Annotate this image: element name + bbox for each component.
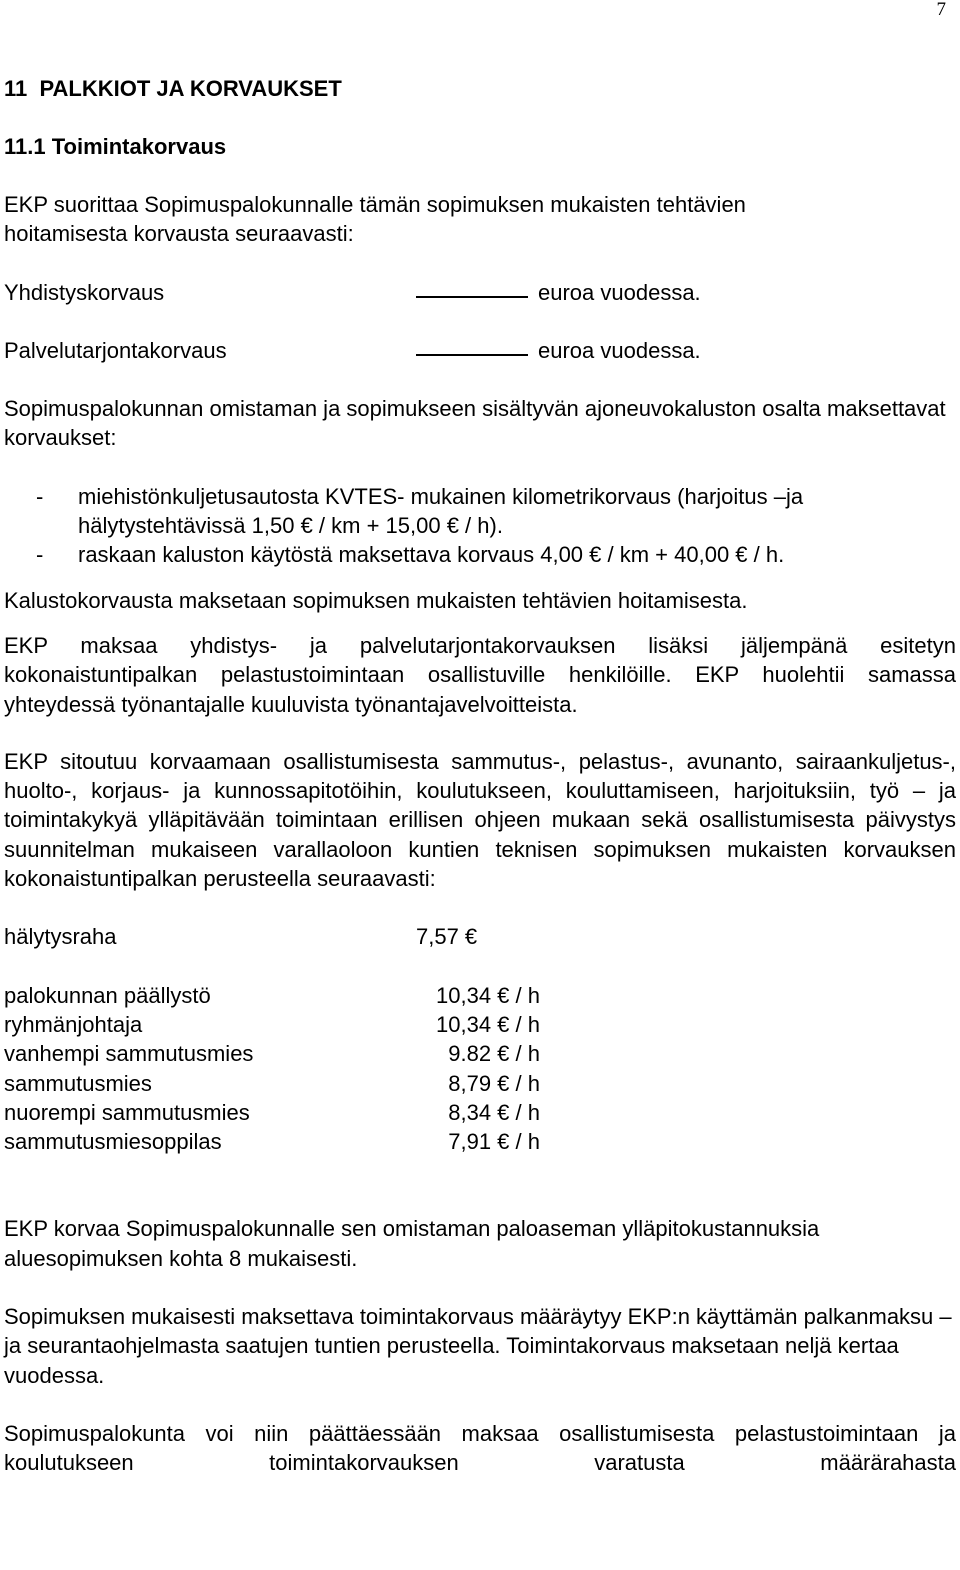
list-item xyxy=(36,482,956,541)
fee-unit: euroa vuodessa. xyxy=(538,279,701,305)
hourly-pay-paragraph xyxy=(4,631,956,719)
fee-amount-blank xyxy=(416,296,528,298)
dash-bullet: - xyxy=(36,483,44,509)
list-item xyxy=(36,540,956,569)
subsection-heading: 11.1 Toimintakorvaus xyxy=(4,134,227,159)
rate-label: vanhempi sammutusmies xyxy=(4,1041,254,1067)
rate-value: 10,34 € / h xyxy=(436,982,540,1008)
rate-row xyxy=(4,1010,956,1039)
document-body xyxy=(4,74,956,1478)
fee-row-service xyxy=(4,336,956,365)
commitment-text: EKP sitoutuu korvaamaan osallistumisesta sammutus-, pelastus-, avunanto, sairaankuljetus-, huolto-, korjaus- ja kunnossapitotöihin, koulutukseen, kouluttamiseen, harjoituksiin, työ – ja toimintakykyä ylläpitävään toimintaan erillisen ohjeen mukaan sekä osallistumisesta päivystys suunnitelman mukaiseen varallaoloon kuntien teknisen sopimuksen mukaisten korvauksen kokonaistuntipalkan perusteella seuraavasti: xyxy=(4,748,956,892)
list-item-text: raskaan kaluston käytöstä maksettava korvaus 4,00 € / km + 40,00 € / h. xyxy=(78,542,785,568)
fee-label: Palvelutarjontakorvaus xyxy=(4,337,227,363)
rate-value: 9.82 € / h xyxy=(448,1041,540,1067)
fee-amount-blank xyxy=(416,354,528,356)
rate-row xyxy=(4,1127,956,1156)
fee-row-association xyxy=(4,278,956,307)
intro-paragraph: EKP suorittaa Sopimuspalokunnalle tämän sopimuksen mukaisten tehtävien hoitamisesta korvausta seuraavasti: xyxy=(4,192,746,247)
payment-paragraph: Sopimuksen mukaisesti maksettava toimintakorvaus määräytyy EKP:n käyttämän palkanmaksu – ja seurantaohjelmasta saatujen tuntien perusteella. Toimintakorvaus maksetaan neljä kertaa vuodessa. xyxy=(4,1304,952,1388)
rate-value: 8,34 € / h xyxy=(448,1099,540,1125)
alarm-fee-table xyxy=(4,922,956,951)
hourly-pay-text: EKP maksaa yhdistys- ja palvelutarjontakorvauksen lisäksi jäljempänä esitetyn kokonaistuntipalkan pelastustoimintaan osallistuville henkilöille. EKP huolehtii samassa yhteydessä työnantajalle kuuluvista työnantajavelvoitteista. xyxy=(4,632,956,717)
rate-label: palokunnan päällystö xyxy=(4,982,211,1008)
fee-label: Yhdistyskorvaus xyxy=(4,279,165,305)
rate-label: sammutusmiesoppilas xyxy=(4,1129,222,1155)
alarm-fee-label: hälytysraha xyxy=(4,924,117,950)
rate-value: 7,91 € / h xyxy=(448,1129,540,1155)
hourly-rate-table xyxy=(4,981,956,1157)
decision-text: Sopimuspalokunta voi niin päättäessään maksaa osallistumisesta pelastustoimintaan ja koulutukseen toimintakorvauksen varatusta määrärahasta xyxy=(4,1420,956,1476)
alarm-fee-row xyxy=(4,922,956,951)
station-costs-paragraph: EKP korvaa Sopimuspalokunnalle sen omistaman paloaseman ylläpitokustannuksia aluesopimuksen kohta 8 mukaisesti. xyxy=(4,1216,820,1271)
rate-row xyxy=(4,1098,956,1127)
fee-list xyxy=(4,278,956,366)
rate-value: 10,34 € / h xyxy=(436,1011,540,1037)
equipment-paragraph: Kalustokorvausta maksetaan sopimuksen mukaisten tehtävien hoitamisesta. xyxy=(4,587,748,613)
page-number: 7 xyxy=(936,0,946,20)
commitment-paragraph xyxy=(4,747,956,893)
dash-bullet: - xyxy=(36,542,44,568)
rate-label: nuorempi sammutusmies xyxy=(4,1099,250,1125)
fee-unit: euroa vuodessa. xyxy=(538,337,701,363)
list-item-text: miehistönkuljetusautosta KVTES- mukainen kilometrikorvaus (harjoitus –ja hälytystehtävissä 1,50 € / km + 15,00 € / h). xyxy=(78,483,804,539)
decision-paragraph xyxy=(4,1419,956,1478)
rate-label: sammutusmies xyxy=(4,1070,152,1096)
vehicle-compensation-list xyxy=(36,482,956,570)
rate-value: 8,79 € / h xyxy=(448,1070,540,1096)
rate-row xyxy=(4,1069,956,1098)
alarm-fee-value: 7,57 € xyxy=(416,924,478,950)
vehicle-intro-paragraph: Sopimuspalokunnan omistaman ja sopimukseen sisältyvän ajoneuvokaluston osalta maksettavat korvaukset: xyxy=(4,396,946,451)
rate-row xyxy=(4,981,956,1010)
rate-label: ryhmänjohtaja xyxy=(4,1011,143,1037)
section-heading: 11 PALKKIOT JA KORVAUKSET xyxy=(4,76,342,101)
rate-row xyxy=(4,1039,956,1068)
